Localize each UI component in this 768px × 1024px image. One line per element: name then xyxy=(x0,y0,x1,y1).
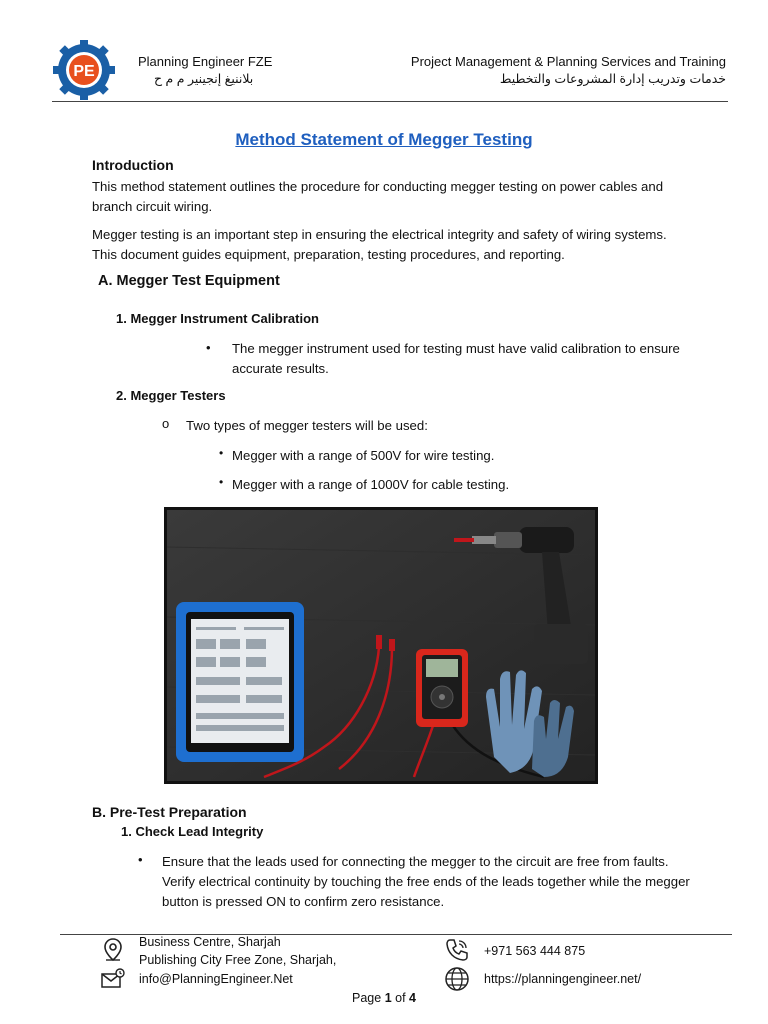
section-a-heading: A. Megger Test Equipment xyxy=(98,273,280,289)
globe-icon xyxy=(444,966,470,992)
header-divider xyxy=(52,101,728,102)
tester-item: Megger with a range of 500V for wire testing. xyxy=(232,448,495,463)
website-link[interactable]: https://planningengineer.net/ xyxy=(484,972,642,986)
svg-text:PE: PE xyxy=(73,63,95,80)
email-link[interactable]: info@PlanningEngineer.Net xyxy=(139,972,293,986)
company-name: Planning Engineer FZE xyxy=(138,54,273,69)
introduction-paragraph: Megger testing is an important step in ensuring the electrical integrity and safety of wiring systems. This document guides equipment, preparation, testing procedures, and reporting. xyxy=(92,227,667,262)
address-line: Business Centre, Sharjah xyxy=(139,935,281,949)
page-of: of xyxy=(391,991,410,1005)
phone-number[interactable]: +971 563 444 875 xyxy=(484,944,586,958)
page-total: 4 xyxy=(409,991,416,1005)
introduction-paragraph: This method statement outlines the procedure for conducting megger testing on power cables and branch circuit wiring. xyxy=(92,179,664,214)
tester-item: Megger with a range of 1000V for cable testing. xyxy=(232,477,510,492)
calibration-heading: 1. Megger Instrument Calibration xyxy=(116,311,319,326)
page-current: 1 xyxy=(384,991,392,1005)
bullet-icon: • xyxy=(219,475,224,489)
phone-icon xyxy=(444,937,470,963)
testers-heading: 2. Megger Testers xyxy=(116,388,226,403)
company-tagline: Project Management & Planning Services and Training xyxy=(410,54,726,69)
company-tagline-arabic: خدمات وتدريب إدارة المشروعات والتخطيط xyxy=(499,72,726,86)
introduction-heading: Introduction xyxy=(92,157,174,173)
address-line: Publishing City Free Zone, Sharjah, xyxy=(139,953,337,967)
testers-lead: Two types of megger testers will be used: xyxy=(186,418,428,433)
bullet-icon: • xyxy=(219,446,224,460)
bullet-icon: • xyxy=(206,340,211,355)
page-number xyxy=(0,991,768,1005)
mail-icon xyxy=(100,966,126,992)
hollow-bullet-icon: o xyxy=(162,416,170,431)
lead-integrity-bullet: Ensure that the leads used for connecting the megger to the circuit are free from faults. Verify electrical continuity by touching the free ends of the leads together while the megger button is pressed ON to confirm zero resistance. xyxy=(162,854,690,909)
calibration-bullet: The megger instrument used for testing must have valid calibration to ensure accurate results. xyxy=(232,341,680,376)
section-b-heading: B. Pre-Test Preparation xyxy=(92,804,247,820)
document-title: Method Statement of Megger Testing xyxy=(235,130,533,149)
bullet-icon: • xyxy=(138,852,143,867)
company-name-arabic: بلاننيغ إنجينير م م ح xyxy=(154,72,254,86)
map-pin-icon xyxy=(100,937,126,963)
equipment-photo xyxy=(164,507,598,784)
page-label: Page xyxy=(352,991,385,1005)
lead-integrity-heading: 1. Check Lead Integrity xyxy=(121,824,264,839)
company-logo xyxy=(52,40,116,100)
